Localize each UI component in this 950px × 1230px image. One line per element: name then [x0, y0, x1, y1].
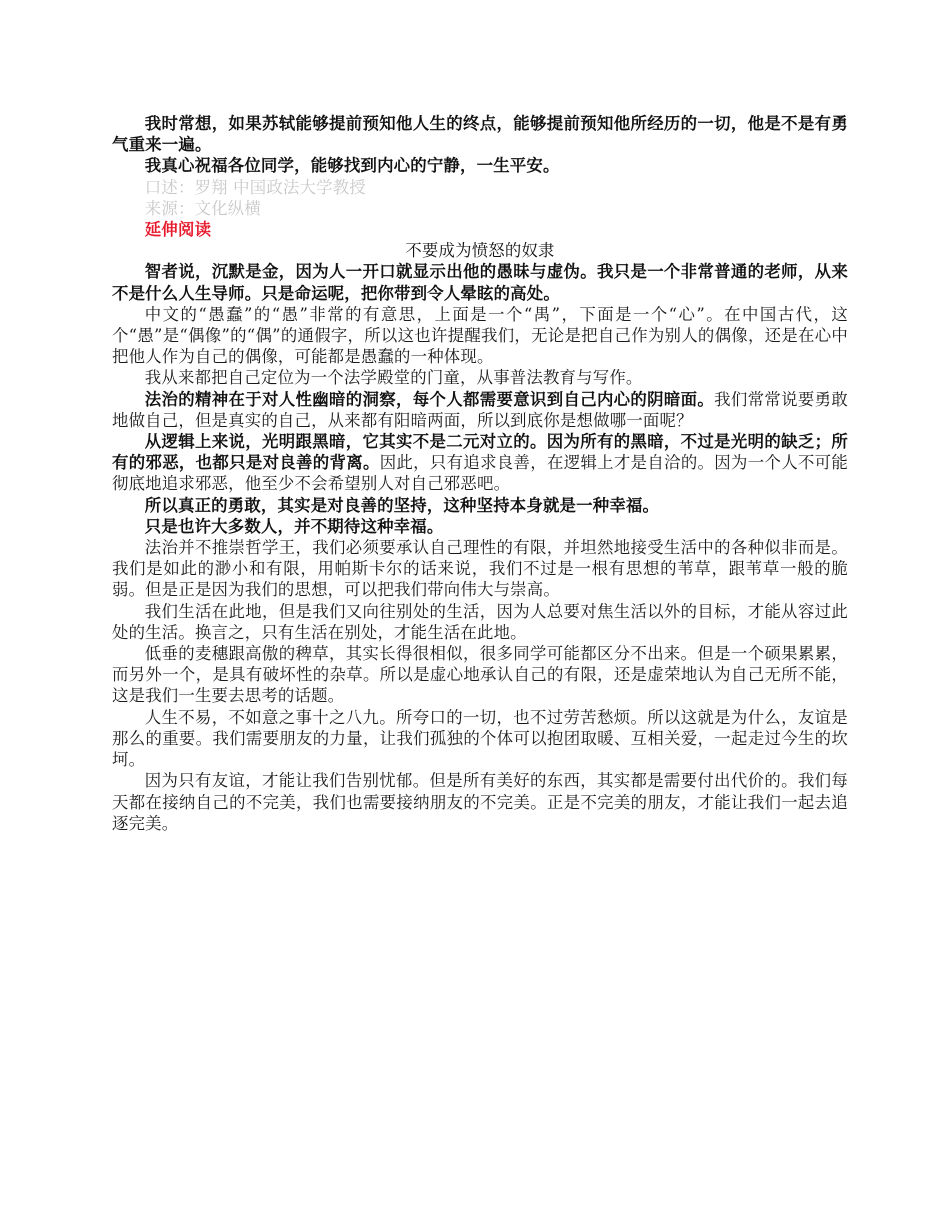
article-paragraph-5	[112, 431, 848, 495]
article-paragraph-6: 所以真正的勇敢，其实是对良善的坚持，这种坚持本身就是一种幸福。	[144, 495, 660, 515]
article-paragraph-4-rest: 我们常常说要勇敢地做自己，但是真实的自己，从来都有阳暗两面，所以到底你是想做哪一面呢？	[112, 389, 848, 430]
article-paragraph-11: 人生不易，不如意之事十之八九。所夸口的一切，也不过劳苦愁烦。所以这就是为什么，友谊是那么的重要。我们需要朋友的力量，让我们孤独的个体可以抱团取暖、互相关爱，一起走过今生的坎坷。	[112, 707, 848, 770]
article-paragraph-3: 我从来都把自己定位为一个法学殿堂的门童，从事普法教育与写作。	[144, 368, 643, 388]
extended-reading-label: 延伸阅读	[144, 220, 212, 240]
article-paragraph-10: 低垂的麦穗跟高傲的稗草，其实长得很相似，很多同学可能都区分不出来。但是一个硕果累累，而另外一个，是具有破坏性的杂草。所以是虚心地承认自己的有限，还是虚荣地认为自己无所不能，这是我们一生要去思考的话题。	[112, 644, 848, 706]
article-paragraph-4-bold: 法治的精神在于对人性幽暗的洞察，每个人都需要意识到自己内心的阴暗面。	[144, 389, 715, 409]
article-paragraph-5-rest: 因此，只有追求良善，在逻辑上才是自洽的。因为一个人不可能彻底地追求邪恶，他至少不会希望别人对自己邪恶吧。	[112, 453, 848, 494]
article-title: 不要成为愤怒的奴隶	[405, 241, 555, 261]
narrator-credit: 口述：罗翔 中国政法大学教授	[144, 177, 366, 197]
article-paragraph-1: 智者说，沉默是金，因为人一开口就显示出他的愚昧与虚伪。我只是一个非常普通的老师，从来不是什么人生导师。只是命运呢，把你带到令人晕眩的高处。	[112, 262, 848, 303]
article-paragraph-12: 因为只有友谊，才能让我们告别忧郁。但是所有美好的东西，其实都是需要付出代价的。我们每天都在接纳自己的不完美，我们也需要接纳朋友的不完美。正是不完美的朋友，才能让我们一起去追逐完美。	[112, 771, 848, 833]
source-credit: 来源：文化纵横	[144, 198, 261, 218]
intro-paragraph-2: 我真心祝福各位同学，能够找到内心的宁静，一生平安。	[144, 156, 560, 176]
intro-paragraph-1: 我时常想，如果苏轼能够提前预知他人生的终点，能够提前预知他所经历的一切，他是不是有勇气重来一遍。	[112, 114, 848, 155]
article-paragraph-5-bold: 从逻辑上来说，光明跟黑暗，它其实不是二元对立的。因为所有的黑暗，不过是光明的缺乏；所有的邪恶，也都只是对良善的背离。	[112, 432, 848, 473]
article-paragraph-9: 我们生活在此地，但是我们又向往别处的生活，因为人总要对焦生活以外的目标，才能从容过此处的生活。换言之，只有生活在别处，才能生活在此地。	[112, 601, 848, 642]
article-paragraph-8: 法治并不推崇哲学王，我们必须要承认自己理性的有限，并坦然地接受生活中的各种似非而是。我们是如此的渺小和有限，用帕斯卡尔的话来说，我们不过是一根有思想的苇草，跟苇草一般的脆弱。但是正是因为我们的思想，可以把我们带向伟大与崇高。	[112, 538, 848, 600]
article-paragraph-4	[112, 389, 848, 431]
article-paragraph-2: 中文的“愚蠢”的“愚”非常的有意思，上面是一个“禺”，下面是一个“心”。在中国古代，这个“愚”是“偶像”的“偶”的通假字，所以这也许提醒我们，无论是把自己作为别人的偶像，还是在心中把他人作为自己的偶像，可能都是愚蠢的一种体现。	[112, 304, 848, 367]
document-page	[112, 113, 848, 834]
article-paragraph-7: 只是也许大多数人，并不期待这种幸福。	[144, 516, 444, 536]
